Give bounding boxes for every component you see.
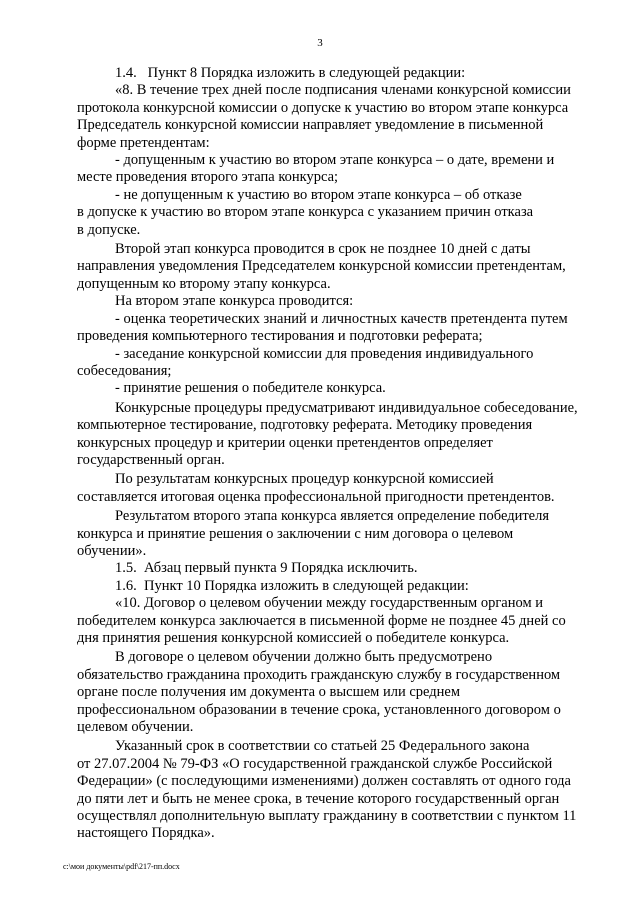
- list-item-assessment: - оценка теоретических знаний и личностных качеств претендента путем проведения компьютерного тестирования и подготовки реферата;: [77, 310, 568, 345]
- paragraph-1-4: 1.4. Пункт 8 Порядка изложить в следующей редакции:: [115, 65, 466, 81]
- paragraph-point-8: «8. В течение трех дней после подписания членами конкурсной комиссии протокола конкурсной комиссии о допуске к участию во втором этапе конкурса Председатель конкурсной комиссии направляет уведомление в письменной форме претендентам:: [77, 82, 571, 151]
- list-item-commission-meeting: - заседание конкурсной комиссии для проведения индивидуального собеседования;: [77, 345, 534, 379]
- document-body: [77, 65, 595, 843]
- paragraph-service-term: Указанный срок в соответствии со статьей 25 Федерального закона от 27.07.2004 № 79-ФЗ «О государственной гражданской службе Российской Федерации» (с последующими изменениями) должен составлять от одного года до пяти лет и быть не менее срока, в течение которого государственный орган осуществлял дополнительную выплату гражданину в соответствии с пунктом 11 настоящего Порядка».: [77, 738, 577, 842]
- paragraph-point-10: «10. Договор о целевом обучении между государственным органом и победителем конкурса заключается в письменной форме не позднее 45 дней со дня принятия решения конкурсной комиссией о победителе конкурса.: [77, 595, 566, 646]
- paragraph-results: По результатам конкурсных процедур конкурсной комиссией составляется итоговая оценка профессиональной пригодности претендентов.: [77, 471, 555, 505]
- paragraph-procedures: Конкурсные процедуры предусматривают индивидуальное собеседование, компьютерное тестирование, подготовку реферата. Методику проведения конкурсных процедур и критерии оценки претендентов определяет государственный орган.: [77, 399, 578, 468]
- paragraph-1-6: 1.6. Пункт 10 Порядка изложить в следующей редакции:: [115, 577, 469, 594]
- list-item-not-admitted: - не допущенным к участию во втором этапе конкурса – об отказе в допуске к участию во втором этапе конкурса с указанием причин отказа в допуске.: [77, 186, 534, 238]
- paragraph-contract-obligation: В договоре о целевом обучении должно быть предусмотрено обязательство гражданина проходить гражданскую службу в государственном органе после получения им документа о высшем или среднем профессиональном образовании в течение срока, установленного договором о целевом обучении.: [77, 649, 561, 736]
- paragraph-second-stage-result: Результатом второго этапа конкурса является определение победителя конкурса и принятие решения о заключении с ним договора о целевом обучении».: [77, 508, 550, 559]
- file-path-footer: c:\мои документы\pdf\217-пп.docx: [63, 862, 180, 871]
- paragraph-second-stage-term: Второй этап конкурса проводится в срок не позднее 10 дней с даты направления уведомления Председателем конкурсной комиссии претендентам, допущенным ко второму этапу конкурса.: [77, 241, 566, 292]
- list-item-winner-decision: - принятие решения о победителе конкурса.: [115, 380, 386, 397]
- list-item-admitted: - допущенным к участию во втором этапе конкурса – о дате, времени и месте проведения второго этапа конкурса;: [77, 152, 555, 186]
- paragraph-second-stage-intro: На втором этапе конкурса проводится:: [115, 293, 354, 310]
- paragraph-1-5: 1.5. Абзац первый пункта 9 Порядка исключить.: [115, 560, 418, 577]
- page-number: 3: [317, 37, 323, 49]
